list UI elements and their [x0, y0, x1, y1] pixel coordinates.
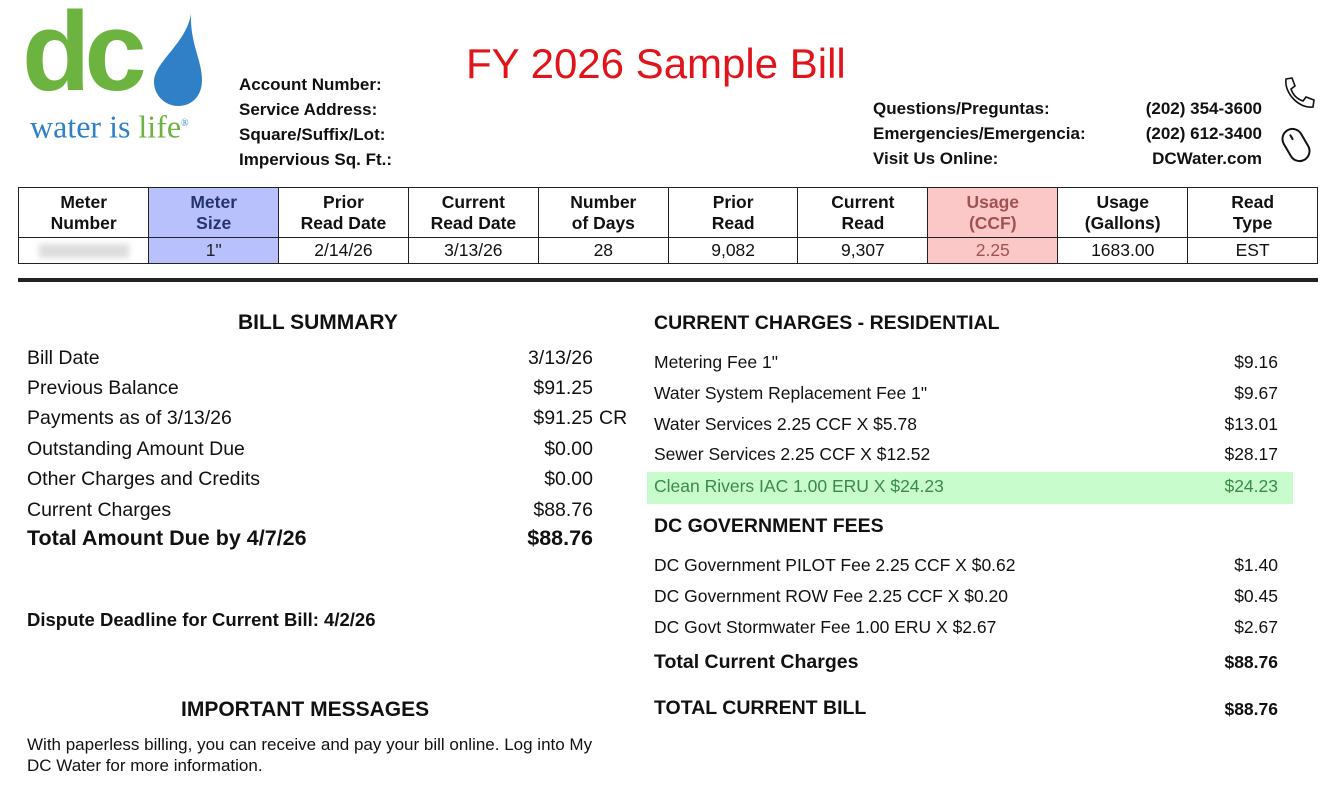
bill-summary-label: Outstanding Amount Due [27, 438, 245, 460]
bill-summary-heading: BILL SUMMARY [238, 311, 398, 334]
logo-letters: dc [22, 0, 141, 114]
fee-label: DC Government PILOT Fee 2.25 CCF X $0.62 [654, 555, 1016, 575]
fee-value: $1.40 [1234, 555, 1278, 575]
website-link[interactable]: DCWater.com [1152, 149, 1262, 168]
meter-size-cell: 1" [149, 238, 279, 264]
emergency-phone[interactable]: (202) 612-3400 [1145, 124, 1262, 143]
bill-summary-value: $0.00 [544, 468, 593, 490]
fee-value: $2.67 [1234, 617, 1278, 637]
header-meter-size [149, 188, 279, 238]
bill-summary-value: $0.00 [544, 438, 593, 460]
bill-summary-value: $88.76 [533, 499, 593, 521]
credit-suffix: CR [599, 407, 628, 429]
bill-summary-value: $91.25 [533, 377, 593, 399]
contact-values [1062, 96, 1262, 171]
bill-summary-value: $91.25 [533, 407, 593, 429]
section-divider [18, 278, 1318, 282]
header-read-type [1188, 188, 1318, 238]
current-charges-heading: CURRENT CHARGES - RESIDENTIAL [654, 312, 1000, 334]
meter-read-table [18, 187, 1318, 264]
header-line: Usage [966, 191, 1020, 212]
usage-ccf-cell: 2.25 [928, 238, 1058, 264]
questions-phone[interactable]: (202) 354-3600 [1145, 99, 1262, 118]
header-line: of Days [571, 212, 635, 233]
charge-value: $9.16 [1234, 352, 1278, 372]
prior-read-date-cell: 2/14/26 [279, 238, 409, 264]
header-line: Usage [1096, 191, 1149, 212]
bill-summary-label: Bill Date [27, 347, 100, 369]
header-line: Read Date [300, 212, 387, 233]
bill-summary-label: Previous Balance [27, 377, 179, 399]
header-line: Current [441, 191, 505, 212]
header-line: Current [831, 191, 895, 212]
bill-summary-label: Current Charges [27, 499, 172, 521]
number-of-days-cell: 28 [538, 238, 668, 264]
header-line: Meter [190, 191, 238, 212]
current-read-cell: 9,307 [798, 238, 928, 264]
total-amount-due-value: $88.76 [527, 526, 593, 550]
header-line: Prior [323, 191, 364, 212]
table-header-row [19, 188, 1318, 238]
table-row [19, 238, 1318, 264]
contact-label: Questions/Preguntas: [873, 99, 1050, 118]
read-type-cell: EST [1188, 238, 1318, 264]
dispute-deadline: Dispute Deadline for Current Bill: 4/2/26 [27, 609, 376, 630]
header-line: Number [50, 212, 117, 233]
mouse-icon [1278, 124, 1314, 166]
header-usage-ccf [928, 188, 1058, 238]
bill-summary-value: 3/13/26 [527, 347, 593, 369]
header-line: Size [196, 212, 232, 233]
header-usage-gallons [1058, 188, 1188, 238]
total-current-charges-label: Total Current Charges [654, 651, 859, 673]
impervious-sqft-label: Impervious Sq. Ft.: [239, 150, 393, 169]
header-meter-number [19, 188, 149, 238]
charge-value: $13.01 [1224, 414, 1278, 434]
contact-label: Visit Us Online: [873, 149, 999, 168]
square-suffix-lot-label: Square/Suffix/Lot: [239, 125, 386, 144]
important-message-text: With paperless billing, you can receive and pay your bill online. Log into My DC Water for more information. [27, 735, 593, 775]
header-prior-read-date [279, 188, 409, 238]
account-number-label: Account Number: [239, 75, 382, 94]
fee-value: $0.45 [1234, 586, 1278, 606]
header-line: Read [711, 212, 755, 233]
meter-number-cell [19, 238, 149, 264]
header-line: Read Date [430, 212, 517, 233]
charge-label: Metering Fee 1" [654, 352, 778, 372]
current-read-date-cell: 3/13/26 [408, 238, 538, 264]
header-line: Prior [712, 191, 754, 212]
header-line: Type [1232, 212, 1273, 233]
header-number-of-days [538, 188, 668, 238]
water-drop-icon [150, 14, 206, 106]
contact-label: Emergencies/Emergencia: [873, 124, 1086, 143]
header-line: (Gallons) [1084, 212, 1161, 233]
header-current-read-date [408, 188, 538, 238]
redacted-meter-number [39, 244, 129, 258]
contact-labels [873, 96, 1086, 171]
bill-summary-label: Other Charges and Credits [27, 468, 261, 490]
header-prior-read [668, 188, 798, 238]
bill-summary-label: Payments as of 3/13/26 [27, 407, 232, 429]
fee-label: DC Govt Stormwater Fee 1.00 ERU X $2.67 [654, 617, 997, 637]
usage-gallons-cell: 1683.00 [1058, 238, 1188, 264]
phone-icon [1280, 76, 1316, 112]
prior-read-cell: 9,082 [668, 238, 798, 264]
charge-label: Sewer Services 2.25 CCF X $12.52 [654, 444, 931, 464]
fee-label: DC Government ROW Fee 2.25 CCF X $0.20 [654, 586, 1009, 606]
charge-value: $9.67 [1234, 383, 1278, 403]
charge-label: Water Services 2.25 CCF X $5.78 [654, 414, 917, 434]
total-current-bill-label: TOTAL CURRENT BILL [654, 697, 867, 719]
logo-tagline: water is life® [30, 108, 189, 145]
header-line: Number [570, 191, 637, 212]
header-line: (CCF) [968, 212, 1017, 233]
total-amount-due-label: Total Amount Due by 4/7/26 [27, 526, 307, 550]
service-address-label: Service Address: [239, 100, 378, 119]
bill-title: FY 2026 Sample Bill [466, 40, 846, 87]
charge-value: $28.17 [1224, 444, 1278, 464]
total-current-charges-value: $88.76 [1224, 652, 1278, 672]
account-labels [239, 72, 392, 172]
charge-label: Clean Rivers IAC 1.00 ERU X $24.23 [654, 476, 944, 496]
charge-value: $24.23 [1224, 476, 1278, 496]
dc-government-fees-heading: DC GOVERNMENT FEES [654, 515, 884, 537]
important-messages-heading: IMPORTANT MESSAGES [181, 698, 430, 721]
charge-label: Water System Replacement Fee 1" [654, 383, 928, 403]
header-line: Read [841, 212, 885, 233]
total-current-bill-value: $88.76 [1224, 699, 1278, 719]
header-line: Read [1231, 191, 1275, 212]
header-line: Meter [60, 191, 108, 212]
header-current-read [798, 188, 928, 238]
